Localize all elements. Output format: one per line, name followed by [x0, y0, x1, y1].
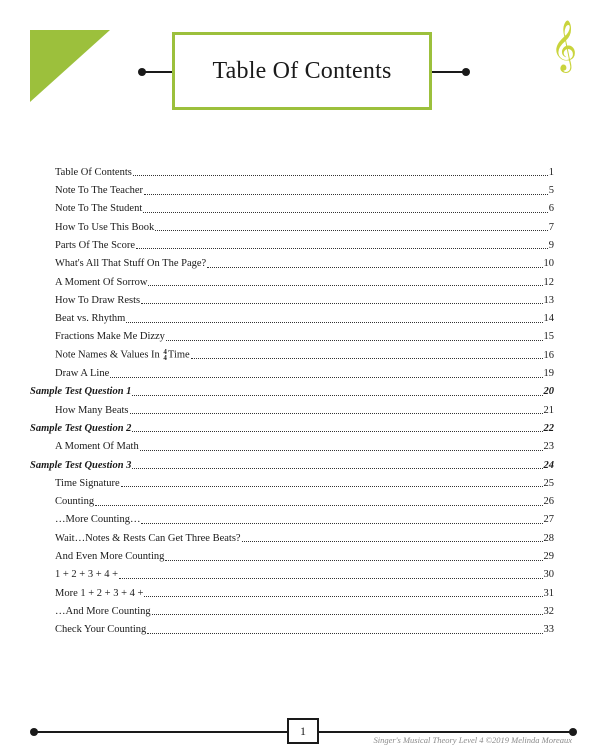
corner-triangle-decoration — [30, 30, 110, 102]
toc-dot-leader — [155, 229, 548, 231]
toc-entry-text: Draw A Line — [55, 368, 110, 380]
toc-entry-text: Note To The Teacher — [55, 185, 144, 197]
toc-section-row[interactable] — [30, 453, 554, 471]
toc-entry-label — [55, 625, 146, 636]
toc-entry-text: Table Of Contents — [55, 166, 132, 178]
toc-entry-text: Sample Test Question 3 — [30, 459, 132, 471]
toc-row[interactable] — [30, 197, 554, 215]
toc-entry-text: A Moment Of Sorrow — [55, 276, 148, 288]
toc-entry-label — [55, 296, 140, 307]
toc-row[interactable] — [30, 343, 554, 361]
toc-page-number: 9 — [548, 239, 554, 251]
toc-row[interactable] — [30, 471, 554, 489]
toc-entry-text: Counting — [55, 496, 95, 508]
toc-page-number: 16 — [543, 349, 554, 361]
toc-entry-label — [55, 168, 132, 179]
title-rule-right-dot — [462, 68, 470, 76]
toc-entry-label — [55, 570, 118, 581]
toc-page-number: 22 — [543, 422, 554, 434]
toc-row[interactable] — [30, 215, 554, 233]
title-rule-right — [432, 71, 464, 73]
time-signature-fraction — [163, 349, 167, 362]
table-of-contents — [30, 160, 554, 636]
toc-entry-text: Check Your Counting — [55, 624, 147, 636]
toc-entry-text: Sample Test Question 1 — [30, 386, 132, 398]
toc-entry-label — [55, 369, 109, 380]
toc-entry-text: How To Use This Book — [55, 221, 155, 233]
toc-row[interactable] — [30, 581, 554, 599]
toc-entry-text: How To Draw Rests — [55, 294, 141, 306]
toc-dot-leader — [132, 394, 542, 396]
toc-row[interactable] — [30, 325, 554, 343]
toc-page-number: 6 — [548, 203, 554, 215]
toc-row[interactable] — [30, 233, 554, 251]
toc-section-row[interactable] — [30, 380, 554, 398]
toc-entry-text-after: Time — [167, 349, 190, 361]
toc-row[interactable] — [30, 178, 554, 196]
toc-row[interactable] — [30, 508, 554, 526]
toc-entry-label — [55, 186, 143, 197]
page-number-box — [287, 718, 319, 744]
toc-page-number: 5 — [548, 185, 554, 197]
toc-page-number: 28 — [543, 532, 554, 544]
toc-entry-label — [55, 589, 143, 600]
toc-dot-leader — [148, 284, 542, 286]
toc-entry-label — [55, 204, 142, 215]
toc-row[interactable] — [30, 306, 554, 324]
footer-rule-left — [34, 731, 290, 733]
toc-entry-text: Note Names & Values In — [55, 349, 163, 361]
toc-dot-leader — [165, 559, 542, 561]
toc-entry-label — [55, 479, 120, 490]
toc-entry-label — [55, 515, 140, 526]
toc-entry-label — [55, 497, 94, 508]
toc-dot-leader — [144, 595, 542, 597]
toc-dot-leader — [242, 540, 543, 542]
title-rule-left-dot — [138, 68, 146, 76]
fraction-bottom: 4 — [163, 353, 167, 362]
toc-dot-leader — [132, 467, 542, 469]
toc-entry-label — [55, 552, 164, 563]
toc-entry-text: Time Signature — [55, 477, 120, 489]
toc-entry-text: Beat vs. Rhythm — [55, 313, 126, 325]
toc-dot-leader — [140, 449, 543, 451]
toc-row[interactable] — [30, 563, 554, 581]
toc-entry-text: Note To The Student — [55, 203, 143, 215]
toc-page-number: 12 — [543, 276, 554, 288]
toc-row[interactable] — [30, 489, 554, 507]
toc-entry-text: Parts Of The Score — [55, 239, 135, 251]
toc-entry-text: More 1 + 2 + 3 + 4 + — [55, 587, 144, 599]
toc-entry-text: Wait…Notes & Rests Can Get Three Beats? — [55, 532, 241, 544]
toc-dot-leader — [110, 376, 542, 378]
toc-dot-leader — [130, 412, 543, 414]
toc-row[interactable] — [30, 361, 554, 379]
toc-row[interactable] — [30, 434, 554, 452]
toc-page-number: 33 — [543, 624, 554, 636]
toc-row[interactable] — [30, 160, 554, 178]
toc-entry-label — [55, 259, 206, 270]
toc-entry-label — [55, 406, 129, 417]
toc-dot-leader — [95, 504, 542, 506]
toc-dot-leader — [136, 247, 548, 249]
toc-page-number: 24 — [543, 459, 554, 471]
toc-entry-text: Sample Test Question 2 — [30, 422, 132, 434]
toc-dot-leader — [132, 430, 542, 432]
toc-row[interactable] — [30, 251, 554, 269]
toc-page-number: 27 — [543, 514, 554, 526]
toc-dot-leader — [147, 632, 542, 634]
toc-entry-label — [55, 241, 135, 252]
toc-page-number: 26 — [543, 496, 554, 508]
toc-dot-leader — [126, 321, 542, 323]
toc-dot-leader — [144, 193, 548, 195]
toc-page-number: 7 — [548, 221, 554, 233]
toc-entry-label — [55, 278, 147, 289]
toc-row[interactable] — [30, 599, 554, 617]
page-number: 1 — [300, 723, 306, 738]
toc-page-number: 10 — [543, 258, 554, 270]
toc-row[interactable] — [30, 617, 554, 635]
toc-entry-label — [55, 534, 241, 545]
toc-entry-text: A Moment Of Math — [55, 441, 139, 453]
toc-dot-leader — [133, 174, 548, 176]
toc-row[interactable] — [30, 544, 554, 562]
toc-entry-text: …More Counting… — [55, 514, 141, 526]
toc-page-number: 30 — [543, 569, 554, 581]
toc-page-number: 21 — [543, 404, 554, 416]
toc-row[interactable] — [30, 270, 554, 288]
toc-dot-leader — [141, 302, 542, 304]
toc-row[interactable] — [30, 288, 554, 306]
title-rule-left — [144, 71, 174, 73]
treble-clef-icon: 𝄞 — [551, 20, 578, 71]
title-box — [172, 32, 432, 110]
fraction-top: 4 — [163, 347, 167, 356]
toc-page-number: 32 — [543, 605, 554, 617]
toc-dot-leader — [143, 211, 548, 213]
toc-entry-text: And Even More Counting — [55, 551, 165, 563]
toc-page-number: 14 — [543, 313, 554, 325]
toc-page-number: 1 — [548, 166, 554, 178]
toc-entry-label — [55, 314, 125, 325]
toc-dot-leader — [207, 266, 542, 268]
page-title: Table Of Contents — [212, 57, 392, 84]
toc-entry-label — [55, 332, 165, 343]
toc-entry-label — [55, 349, 190, 362]
toc-row[interactable] — [30, 398, 554, 416]
toc-dot-leader — [119, 577, 542, 579]
toc-entry-text: 1 + 2 + 3 + 4 + — [55, 569, 119, 581]
toc-entry-label — [55, 442, 139, 453]
footer-credit: Singer's Musical Theory Level 4 ©2019 Melinda Moreaux — [373, 735, 572, 745]
toc-page-number: 31 — [543, 587, 554, 599]
toc-page-number: 15 — [543, 331, 554, 343]
toc-page-number: 19 — [543, 368, 554, 380]
toc-page-number: 13 — [543, 294, 554, 306]
toc-dot-leader — [141, 522, 542, 524]
toc-entry-label — [30, 424, 131, 435]
toc-entry-label — [30, 387, 131, 398]
toc-entry-text: …And More Counting — [55, 605, 151, 617]
toc-dot-leader — [121, 485, 543, 487]
toc-row[interactable] — [30, 526, 554, 544]
toc-dot-leader — [191, 357, 543, 359]
toc-page-number: 23 — [543, 441, 554, 453]
toc-entry-label — [55, 223, 154, 234]
toc-page-number: 20 — [543, 386, 554, 398]
footer-rule-right — [317, 731, 573, 733]
toc-entry-label — [55, 607, 151, 618]
toc-section-row[interactable] — [30, 416, 554, 434]
toc-entry-label — [30, 461, 131, 472]
toc-entry-text: Fractions Make Me Dizzy — [55, 331, 165, 343]
toc-dot-leader — [166, 339, 543, 341]
toc-dot-leader — [152, 613, 543, 615]
footer-rule-left-dot — [30, 728, 38, 736]
toc-page-number: 25 — [543, 477, 554, 489]
toc-entry-text: How Many Beats — [55, 404, 129, 416]
toc-entry-text: What's All That Stuff On The Page? — [55, 258, 207, 270]
toc-page-number: 29 — [543, 551, 554, 563]
